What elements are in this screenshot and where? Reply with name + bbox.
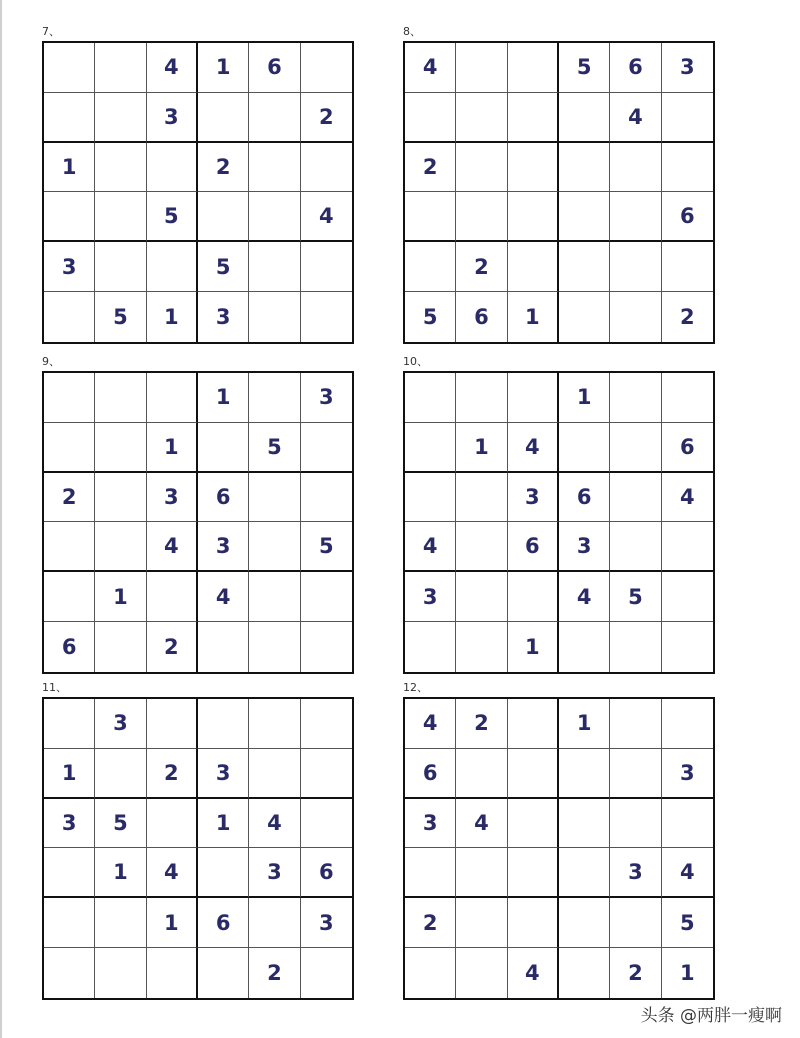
- sudoku-cell: [198, 622, 249, 672]
- sudoku-cell: 5: [301, 522, 352, 572]
- sudoku-cell: [559, 93, 610, 143]
- sudoku-cell: 5: [147, 192, 198, 242]
- sudoku-cell: [662, 699, 713, 749]
- sudoku-cell: [301, 699, 352, 749]
- sudoku-cell: [559, 192, 610, 242]
- sudoku-cell: 2: [405, 143, 456, 193]
- sudoku-cell: [198, 192, 249, 242]
- sudoku-cell: 6: [249, 43, 300, 93]
- sudoku-cell: [662, 572, 713, 622]
- sudoku-cell: 1: [198, 373, 249, 423]
- sudoku-cell: 5: [559, 43, 610, 93]
- sudoku-cell: [301, 292, 352, 342]
- sudoku-cell: [456, 898, 507, 948]
- sudoku-cell: [249, 572, 300, 622]
- sudoku-cell: [456, 622, 507, 672]
- sudoku-cell: 4: [508, 423, 559, 473]
- sudoku-cell: [147, 242, 198, 292]
- sudoku-cell: [405, 93, 456, 143]
- sudoku-cell: [508, 373, 559, 423]
- sudoku-cell: 3: [198, 292, 249, 342]
- sudoku-cell: 3: [249, 848, 300, 898]
- sudoku-cell: 5: [249, 423, 300, 473]
- sudoku-cell: [610, 699, 661, 749]
- sudoku-cell: [44, 43, 95, 93]
- sudoku-cell: [508, 572, 559, 622]
- sudoku-cell: [508, 749, 559, 799]
- sudoku-cell: 3: [508, 473, 559, 523]
- sudoku-cell: [610, 622, 661, 672]
- sudoku-cell: [559, 749, 610, 799]
- sudoku-cell: [44, 192, 95, 242]
- sudoku-cell: 4: [559, 572, 610, 622]
- sudoku-cell: [610, 522, 661, 572]
- sudoku-cell: [249, 473, 300, 523]
- sudoku-cell: [610, 242, 661, 292]
- sudoku-cell: 3: [405, 799, 456, 849]
- sudoku-cell: [95, 373, 146, 423]
- sudoku-cell: [559, 948, 610, 998]
- sudoku-cell: 3: [44, 799, 95, 849]
- sudoku-cell: [301, 572, 352, 622]
- sudoku-cell: [610, 373, 661, 423]
- sudoku-cell: 5: [95, 292, 146, 342]
- sudoku-cell: 4: [405, 699, 456, 749]
- sudoku-cell: 2: [680, 305, 695, 330]
- sudoku-cell: 4: [610, 93, 661, 143]
- sudoku-cell: [95, 43, 146, 93]
- sudoku-cell: [662, 242, 713, 292]
- sudoku-cell: [44, 373, 95, 423]
- sudoku-cell: 1: [44, 143, 95, 193]
- sudoku-cell: 3: [610, 848, 661, 898]
- sudoku-cell: [610, 473, 661, 523]
- sudoku-cell: 1: [95, 848, 146, 898]
- sudoku-cell: 1: [198, 799, 249, 849]
- sudoku-cell: 3: [198, 749, 249, 799]
- puzzle-number: 12、: [403, 681, 428, 694]
- sudoku-cell: 3: [662, 43, 713, 93]
- puzzle-number: 11、: [42, 681, 67, 694]
- sudoku-cell: [456, 373, 507, 423]
- sudoku-cell: [610, 799, 661, 849]
- sudoku-cell: [44, 93, 95, 143]
- sudoku-cell: [249, 522, 300, 572]
- sudoku-grid: [403, 41, 715, 344]
- sudoku-cell: 4: [508, 948, 559, 998]
- sudoku-cell: 4: [198, 572, 249, 622]
- sudoku-cell: [559, 292, 610, 342]
- sudoku-cell: [198, 423, 249, 473]
- sudoku-cell: [301, 423, 352, 473]
- sudoku-cell: 1: [508, 292, 559, 342]
- sudoku-cell: 6: [456, 292, 507, 342]
- sudoku-cell: [405, 423, 456, 473]
- sudoku-cell: [508, 143, 559, 193]
- sudoku-cell: 2: [405, 898, 456, 948]
- sudoku-cell: [456, 43, 507, 93]
- sudoku-cell: 4: [301, 192, 352, 242]
- sudoku-cell: 3: [95, 699, 146, 749]
- sudoku-cell: 3: [662, 749, 713, 799]
- sudoku-cell: [44, 572, 95, 622]
- sudoku-cell: [662, 373, 713, 423]
- sudoku-grid: [42, 697, 354, 1000]
- sudoku-cell: [147, 572, 198, 622]
- sudoku-grid: [403, 371, 715, 674]
- sudoku-cell: [95, 242, 146, 292]
- sudoku-cell: [95, 93, 146, 143]
- sudoku-cell: [559, 898, 610, 948]
- puzzle-number: 9、: [42, 355, 60, 368]
- sudoku-cell: [610, 749, 661, 799]
- sudoku-cell: [610, 423, 661, 473]
- sudoku-cell: [508, 848, 559, 898]
- sudoku-cell: [95, 622, 146, 672]
- sudoku-cell: [44, 898, 95, 948]
- sudoku-cell: 6: [405, 749, 456, 799]
- sudoku-cell: 4: [147, 43, 198, 93]
- sudoku-cell: 5: [405, 292, 456, 342]
- sudoku-cell: [508, 898, 559, 948]
- sudoku-cell: 2: [456, 242, 507, 292]
- sudoku-cell: [249, 622, 300, 672]
- sudoku-cell: [95, 948, 146, 998]
- sudoku-cell: [405, 373, 456, 423]
- sudoku-cell: 3: [559, 522, 610, 572]
- sudoku-cell: 1: [198, 43, 249, 93]
- sudoku-cell: [301, 43, 352, 93]
- sudoku-cell: [198, 93, 249, 143]
- sudoku-cell: [662, 93, 713, 143]
- sudoku-cell: [456, 749, 507, 799]
- sudoku-cell: [559, 799, 610, 849]
- sudoku-cell: [405, 848, 456, 898]
- sudoku-cell: [147, 373, 198, 423]
- sudoku-cell: [147, 143, 198, 193]
- sudoku-cell: [456, 192, 507, 242]
- sudoku-cell: [95, 522, 146, 572]
- sudoku-cell: [456, 143, 507, 193]
- sudoku-cell: 6: [559, 473, 610, 523]
- sudoku-cell: 3: [147, 93, 198, 143]
- sudoku-cell: 6: [508, 522, 559, 572]
- sudoku-cell: 2: [301, 93, 352, 143]
- sudoku-cell: 1: [559, 373, 610, 423]
- sudoku-cell: [249, 192, 300, 242]
- sudoku-cell: 6: [198, 473, 249, 523]
- sudoku-cell: [249, 143, 300, 193]
- sudoku-cell: 2: [44, 473, 95, 523]
- sudoku-cell: 6: [610, 43, 661, 93]
- sudoku-cell: 5: [198, 242, 249, 292]
- sudoku-cell: [456, 848, 507, 898]
- sudoku-cell: 2: [456, 699, 507, 749]
- sudoku-cell: [508, 242, 559, 292]
- sudoku-cell: [508, 43, 559, 93]
- sudoku-cell: 2: [249, 948, 300, 998]
- sudoku-cell: 5: [95, 799, 146, 849]
- sudoku-cell: 6: [44, 622, 95, 672]
- sudoku-cell: 1: [508, 622, 559, 672]
- sudoku-cell: [95, 473, 146, 523]
- sudoku-cell: [95, 749, 146, 799]
- sudoku-cell: 1: [147, 292, 198, 342]
- puzzle-number: 7、: [42, 25, 60, 38]
- sudoku-cell: 3: [301, 898, 352, 948]
- page-edge: [0, 0, 2, 1038]
- sudoku-cell: [456, 473, 507, 523]
- sudoku-cell: 6: [301, 848, 352, 898]
- sudoku-cell: [44, 423, 95, 473]
- sudoku-cell: [147, 699, 198, 749]
- sudoku-cell: [610, 143, 661, 193]
- sudoku-cell: [456, 522, 507, 572]
- sudoku-cell: [559, 848, 610, 898]
- sudoku-cell: 4: [662, 848, 713, 898]
- sudoku-cell: [301, 799, 352, 849]
- sudoku-cell: 3: [198, 522, 249, 572]
- sudoku-cell: 4: [405, 522, 456, 572]
- sudoku-cell: [198, 948, 249, 998]
- sudoku-grid: [42, 371, 354, 674]
- sudoku-cell: [249, 242, 300, 292]
- sudoku-cell: 3: [44, 242, 95, 292]
- sudoku-cell: 1: [559, 699, 610, 749]
- sudoku-cell: 1: [44, 749, 95, 799]
- sudoku-cell: [44, 948, 95, 998]
- puzzle-number: 8、: [403, 25, 421, 38]
- sudoku-grid: [403, 697, 715, 1000]
- sudoku-cell: [301, 242, 352, 292]
- sudoku-cell: 4: [249, 799, 300, 849]
- sudoku-cell: [508, 192, 559, 242]
- sudoku-cell: 4: [147, 848, 198, 898]
- sudoku-cell: 1: [147, 423, 198, 473]
- sudoku-cell: [559, 143, 610, 193]
- sudoku-cell: [301, 143, 352, 193]
- sudoku-cell: 4: [405, 43, 456, 93]
- sudoku-cell: 1: [147, 898, 198, 948]
- sudoku-cell: [610, 292, 661, 342]
- sudoku-cell: 3: [405, 572, 456, 622]
- sudoku-cell: [610, 192, 661, 242]
- sudoku-cell: [559, 622, 610, 672]
- sudoku-cell: [610, 898, 661, 948]
- sudoku-cell: [456, 93, 507, 143]
- sudoku-cell: 2: [147, 622, 198, 672]
- sudoku-cell: 4: [147, 522, 198, 572]
- sudoku-cell: [508, 93, 559, 143]
- sudoku-cell: [405, 242, 456, 292]
- sudoku-cell: [147, 799, 198, 849]
- sudoku-cell: 2: [147, 749, 198, 799]
- sudoku-cell: [559, 423, 610, 473]
- sudoku-cell: 6: [198, 898, 249, 948]
- sudoku-cell: [249, 749, 300, 799]
- sudoku-cell: 2: [198, 143, 249, 193]
- sudoku-cell: 6: [662, 192, 713, 242]
- puzzle-number: 10、: [403, 355, 428, 368]
- sudoku-cell: 5: [662, 898, 713, 948]
- sudoku-cell: [301, 622, 352, 672]
- sudoku-cell: 1: [95, 572, 146, 622]
- sudoku-cell: [249, 373, 300, 423]
- sudoku-cell: [44, 522, 95, 572]
- sudoku-cell: [249, 93, 300, 143]
- sudoku-cell: [662, 622, 713, 672]
- sudoku-cell: [301, 948, 352, 998]
- sudoku-cell: [508, 799, 559, 849]
- sudoku-cell: 3: [147, 473, 198, 523]
- sudoku-cell: [405, 622, 456, 672]
- sudoku-cell: [249, 699, 300, 749]
- sudoku-cell: [662, 799, 713, 849]
- sudoku-cell: [95, 898, 146, 948]
- sudoku-cell: [508, 699, 559, 749]
- sudoku-cell: [198, 699, 249, 749]
- sudoku-cell: [198, 848, 249, 898]
- sudoku-cell: [44, 848, 95, 898]
- sudoku-cell: [559, 242, 610, 292]
- sudoku-cell: 3: [301, 373, 352, 423]
- sudoku-cell: 4: [662, 473, 713, 523]
- sudoku-cell: [249, 898, 300, 948]
- sudoku-cell: [95, 143, 146, 193]
- sudoku-cell: 1: [680, 961, 695, 986]
- sudoku-cell: [44, 699, 95, 749]
- sudoku-cell: [249, 292, 300, 342]
- sudoku-cell: [662, 143, 713, 193]
- watermark-text: 头条 @两胖一瘦啊: [640, 1006, 782, 1026]
- sudoku-cell: [456, 948, 507, 998]
- sudoku-cell: [301, 473, 352, 523]
- sudoku-cell: [147, 948, 198, 998]
- sudoku-cell: [405, 473, 456, 523]
- sudoku-cell: [662, 522, 713, 572]
- sudoku-cell: [301, 749, 352, 799]
- sudoku-cell: [456, 572, 507, 622]
- sudoku-cell: [405, 948, 456, 998]
- sudoku-cell: 1: [456, 423, 507, 473]
- sudoku-cell: [44, 292, 95, 342]
- sudoku-cell: 4: [456, 799, 507, 849]
- sudoku-cell: [95, 423, 146, 473]
- sudoku-grid: [42, 41, 354, 344]
- sudoku-cell: [405, 192, 456, 242]
- sudoku-cell: [95, 192, 146, 242]
- sudoku-cell: 5: [610, 572, 661, 622]
- sudoku-cell: 6: [662, 423, 713, 473]
- sudoku-cell: 2: [610, 948, 661, 998]
